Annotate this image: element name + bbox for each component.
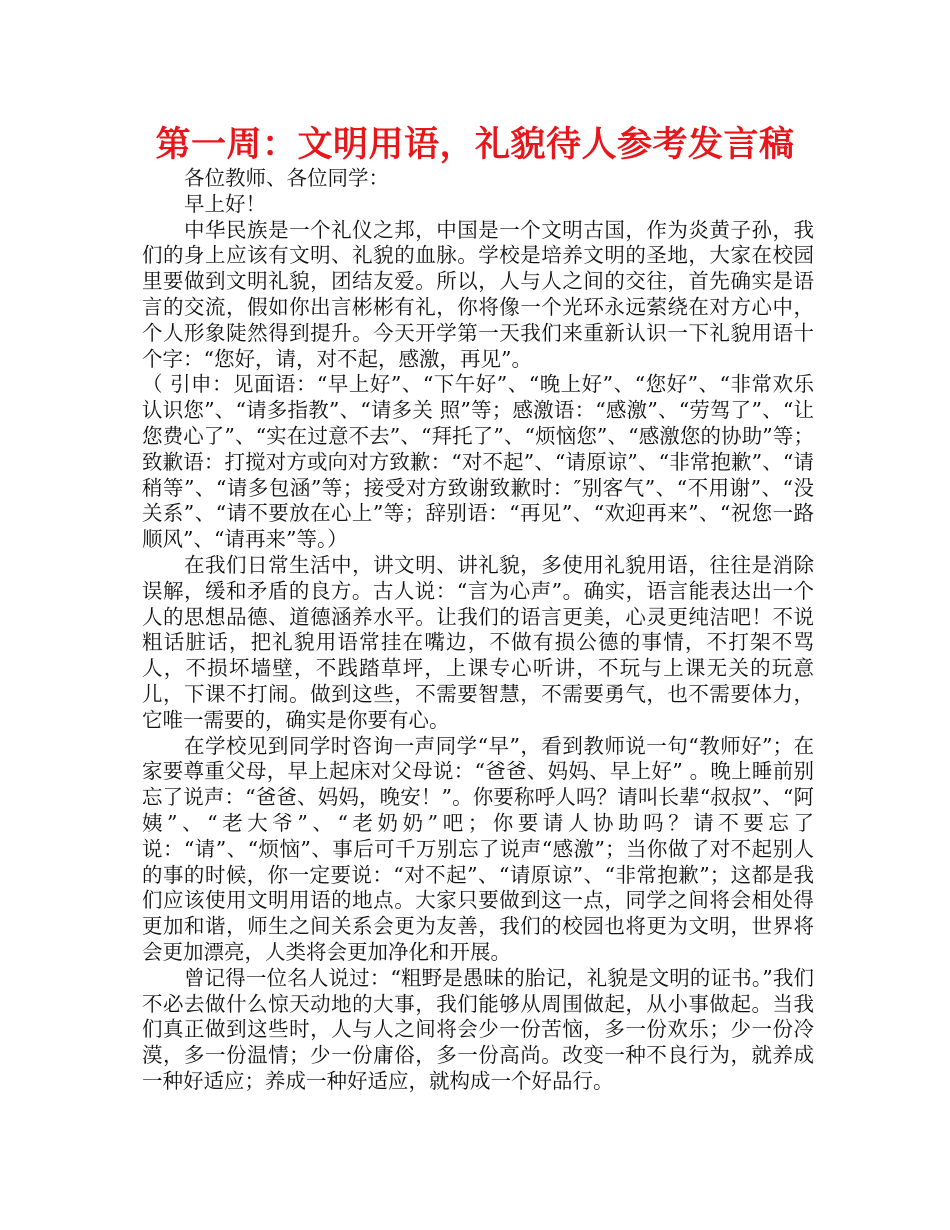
document-title: 第一周：文明用语，礼貌待人参考发言稿: [155, 125, 795, 165]
paragraph-conclusion: 曾记得一位名人说过：“粗野是愚昧的胎记，礼貌是文明的证书。”我们不必去做什么惊天动地的大事，我们能够从周围做起，从小事做起。当我们真正做到这些时，人与人之间将会少一份苦恼，多一份欢乐；少一份冷漠，多一份温情；少一份庸俗，多一份高尚。改变一种不良行为，就养成一种好适应；养成一种好适应，就构成一个好品行。: [142, 965, 814, 1093]
greeting: 早上好！: [184, 191, 266, 216]
paragraph-daily-life: 在我们日常生活中，讲文明、讲礼貌，多使用礼貌用语，往往是消除误解，缓和矛盾的良方。古人说：“言为心声”。确实，语言能表达出一个人的思想品德、道德涵养水平。让我们的语言更美，心灵更纯洁吧！不说粗话脏话，把礼貌用语常挂在嘴边，不做有损公德的事情，不打架不骂人，不损坏墙壁，不践踏草坪，上课专心听讲，不玩与上课无关的玩意儿，下课不打闹。做到这些，不需要智慧，不需要勇气，也不需要体力，它唯一需要的，确实是你要有心。: [142, 552, 814, 732]
document-body: [142, 166, 814, 1095]
salutation: 各位教师、各位同学：: [184, 166, 389, 190]
paragraph-polite-phrases: （ 引申：见面语：“早上好”、“下午好”、“晚上好”、“您好”、“非常欢乐认识您”、“请多指教”、“请多关 照”等；感激语：“感激”、“劳驾了”、“让您费心了”、“实在过意不去”、“拜托了”、“烦恼您”、“感激您的协助”等；致歉语：打搅对方或向对方致歉：“对不起”、“请原谅”、“非常抱歉”、“请稍等”、“请多包涵”等；接受对方致谢致歉时：″别客气”、“不用谢”、“没关系”、“请不要放在心上”等；辞别语：“再见”、“欢迎再来”、“祝您一路顺风”、“请再来”等。）: [142, 372, 814, 552]
paragraph-school-home: 在学校见到同学时咨询一声同学“早”，看到教师说一句“教师好”；在家要尊重父母，早上起床对父母说：“爸爸、妈妈、早上好” 。晚上睡前别忘了说声：“爸爸、妈妈，晚安！”。你要称呼人吗？请叫长辈“叔叔”、“阿姨”、“老大爷”、“老奶奶”吧；你要请人协助吗？请不要忘了说：“请”、“烦恼”、事后可千万别忘了说声“感激”；当你做了对不起别人的事的时候，你一定要说：“对不起”、“请原谅”、“非常抱歉”；这都是我们应该使用文明用语的地点。大家只要做到这一点，同学之间将会相处得更加和谐，师生之间关系会更为友善，我们的校园也将更为文明，世界将会更加漂亮，人类将会更加净化和开展。: [142, 733, 814, 964]
paragraph-intro: 中华民族是一个礼仪之邦，中国是一个文明古国，作为炎黄子孙，我们的身上应该有文明、礼貌的血脉。学校是培养文明的圣地，大家在校园里要做到文明礼貌，团结友爱。所以，人与人之间的交往，首先确实是语言的交流，假如你出言彬彬有礼，你将像一个光环永远萦绕在对方心中，个人形象陡然得到提升。今天开学第一天我们来重新认识一下礼貌用语十个字：“您好，请，对不起，感激，再见”。: [142, 217, 814, 371]
